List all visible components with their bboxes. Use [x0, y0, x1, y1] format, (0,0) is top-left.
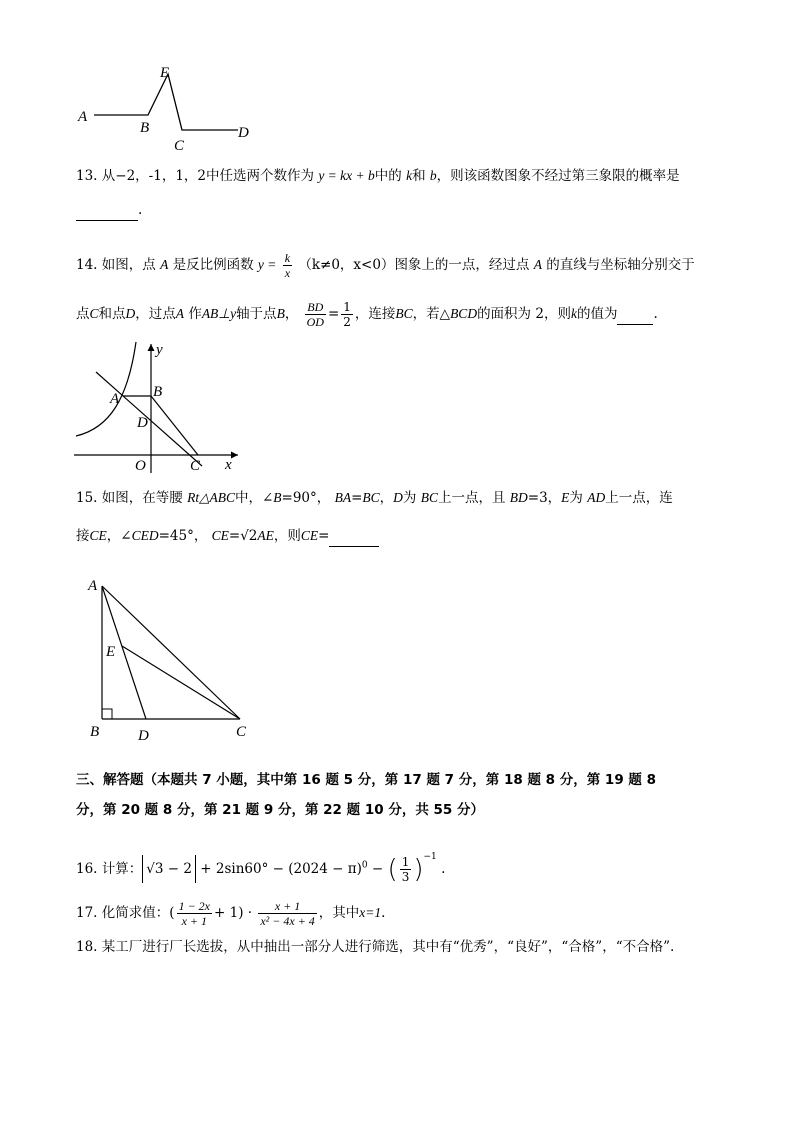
q14-equals: =: [327, 306, 340, 322]
q13-text: 从: [101, 168, 116, 184]
q15-text: 为: [402, 490, 417, 506]
q17-text: ，其中: [318, 905, 360, 921]
label-c: C: [190, 458, 201, 474]
q15-text: 接: [76, 528, 90, 544]
q15-text: ，∠: [106, 528, 132, 544]
q15-ae: AE: [257, 528, 274, 543]
q15-ad: AD: [587, 490, 606, 505]
q16-label: 计算：: [101, 861, 143, 877]
q16-minus: −: [371, 861, 384, 877]
q15-text: =90°，: [281, 490, 331, 506]
figure-right-triangle-abc: [80, 570, 270, 745]
label-e: E: [160, 65, 170, 81]
q14-text: ，若△: [412, 306, 451, 322]
q13-text: 和: [412, 168, 426, 184]
q14-fraction-half: $\frac{1}{2}$: [343, 300, 351, 329]
answer-blank-15[interactable]: [329, 526, 379, 547]
q16-expression: + 2sin60° − (2024 − π): [200, 861, 362, 877]
q15-ce: CE: [300, 528, 319, 543]
figure-polyline-abecd: [70, 58, 270, 158]
q14-text: 的直线与坐标轴分别交于: [546, 257, 695, 273]
q17-condition: x=1: [359, 905, 382, 920]
label-a: A: [78, 109, 88, 125]
q13-b: b: [429, 168, 437, 183]
q15-text: =: [228, 528, 241, 544]
q14-text: 轴于点: [236, 306, 277, 322]
label-e: E: [106, 644, 116, 660]
q15-text: 为: [569, 490, 583, 506]
q15-text: 上一点，且: [437, 490, 506, 506]
question-14-line1: [76, 251, 695, 280]
q17-number: 17.: [76, 905, 98, 921]
q17-plus-one: + 1) ·: [214, 905, 253, 921]
q14-text: ，连接: [354, 306, 396, 322]
label-d: D: [238, 125, 249, 141]
q14-c: C: [89, 306, 99, 321]
q15-b: B: [273, 490, 282, 505]
label-b: B: [153, 384, 163, 400]
q14-a: A: [160, 257, 169, 272]
label-b: B: [90, 724, 100, 740]
q15-sqrt2: √2: [240, 528, 258, 544]
question-13-line2: [76, 200, 142, 221]
q14-text: ，过点: [135, 306, 176, 322]
q13-k: k: [406, 168, 413, 183]
q15-ced: CED: [131, 528, 159, 543]
label-y: y: [156, 342, 163, 358]
q17-fraction-1: $\frac{1 - 2x}{x + 1}$: [178, 899, 210, 928]
q15-text: ，则: [273, 528, 301, 544]
q15-bc: BC: [420, 490, 438, 505]
q14-d: D: [125, 306, 136, 321]
q14-end: .: [653, 306, 658, 322]
q13-number: 13.: [76, 168, 98, 184]
q15-bc: BC: [362, 490, 380, 505]
question-17: [76, 898, 385, 928]
section-3-heading-line1: 三、解答题（本题共 7 小题，其中第 16 题 5 分，第 17 题 7 分，第 18 题 8 分，第 19 题 8: [76, 772, 657, 788]
q15-e: E: [561, 490, 570, 505]
q14-ab-perp-y: AB⊥y: [201, 306, 237, 321]
q18-text: 某工厂进行厂长选拔，从中抽出一部分人进行筛选，其中有“优秀”，“良好”，“合格”，“不合格”.: [101, 939, 675, 955]
section-3-heading-line2: 分，第 20 题 8 分，第 21 题 9 分，第 22 题 10 分，共 55 分）: [76, 802, 485, 818]
q14-text: 作: [188, 306, 202, 322]
q14-fraction-bd-over-od: $\frac{BD}{OD}$: [306, 300, 324, 329]
q15-text: =: [318, 528, 330, 544]
q15-text: 如图，在等腰: [101, 490, 183, 506]
q14-a: A: [175, 306, 185, 321]
q16-fraction-one-third: $\frac{1}{3}$: [401, 855, 410, 884]
q15-text: 上一点，连: [605, 490, 673, 506]
q16-end: .: [441, 861, 446, 877]
label-d: D: [137, 415, 148, 431]
q15-text: =45°，: [158, 528, 208, 544]
question-15-line1: [76, 488, 673, 508]
q17-end: .: [381, 905, 386, 921]
q13-text: 中的: [374, 168, 402, 184]
question-13-line1: [76, 166, 680, 186]
q14-condition: （k≠0，x<0）: [298, 257, 395, 273]
q14-text: 是反比例函数: [172, 257, 254, 273]
label-c: C: [174, 138, 185, 154]
q13-text: 中任选两个数作为: [206, 168, 315, 184]
question-18: [76, 937, 674, 957]
q14-text: 图象上的一点，经过点: [394, 257, 530, 273]
q17-fraction-2: $\frac{x + 1}{\text{x² − 4x + 4}}$: [260, 899, 315, 928]
q14-fraction-k-over-x: $\frac{k}{x}$: [284, 251, 291, 280]
q16-absolute-value: √3 − 2: [142, 855, 196, 883]
q14-bcd: BCD: [450, 306, 478, 321]
q14-text: 如图，点: [101, 257, 156, 273]
q17-label: 化简求值：(: [101, 905, 175, 921]
q14-text: 的值为: [576, 306, 618, 322]
q15-ce: CE: [89, 528, 107, 543]
q14-b: B: [276, 306, 285, 321]
question-14-line2: [76, 300, 658, 329]
question-16: 16. 计算： $√3 - 2 + 2\sin 60^\circ - (2024 - \pi)^0$ − ( $\frac{1}{3}$ )$^{-1}$ .: [76, 852, 446, 885]
label-b: B: [140, 120, 150, 136]
q13-end: .: [138, 202, 143, 218]
q14-text: 的面积为 2，则: [477, 306, 571, 322]
q15-d: D: [393, 490, 403, 505]
q14-number: 14.: [76, 257, 98, 273]
q15-ce: CE: [211, 528, 229, 543]
q16-exponent: −1: [423, 852, 437, 862]
q14-a: A: [533, 257, 542, 272]
q13-formula: y = kx + b: [318, 168, 375, 183]
q14-bc: BC: [395, 306, 413, 321]
q15-text: =3，: [527, 490, 562, 506]
answer-blank-13[interactable]: [76, 200, 138, 221]
q18-number: 18.: [76, 939, 98, 955]
q14-formula: y =: [257, 257, 277, 272]
label-a: A: [88, 578, 98, 594]
q13-numbers: −2，-1，1，2: [115, 168, 207, 184]
label-d: D: [138, 728, 149, 744]
q15-text: 中，∠: [234, 490, 274, 506]
q16-exponent-zero: 0: [361, 860, 368, 871]
q16-number: 16.: [76, 861, 98, 877]
q13-text: ，则该函数图象不经过第三象限的概率是: [436, 168, 680, 184]
q14-text: ，: [284, 306, 299, 322]
q15-number: 15.: [76, 490, 98, 506]
label-o: O: [135, 458, 146, 474]
q15-text: ，: [379, 490, 394, 506]
q14-text: 点: [76, 306, 90, 322]
q15-text: =: [351, 490, 363, 506]
q15-ba: BA: [334, 490, 352, 505]
label-c: C: [236, 724, 247, 740]
question-15-line2: [76, 526, 379, 547]
q15-triangle: Rt△ABC: [187, 490, 235, 505]
label-x: x: [225, 457, 232, 473]
q14-k: k: [570, 306, 577, 321]
q14-text: 和点: [98, 306, 126, 322]
figure-hyperbola-axes: [70, 338, 250, 478]
answer-blank-14[interactable]: [617, 304, 653, 325]
label-a: A: [110, 391, 120, 407]
q15-bd: BD: [509, 490, 528, 505]
